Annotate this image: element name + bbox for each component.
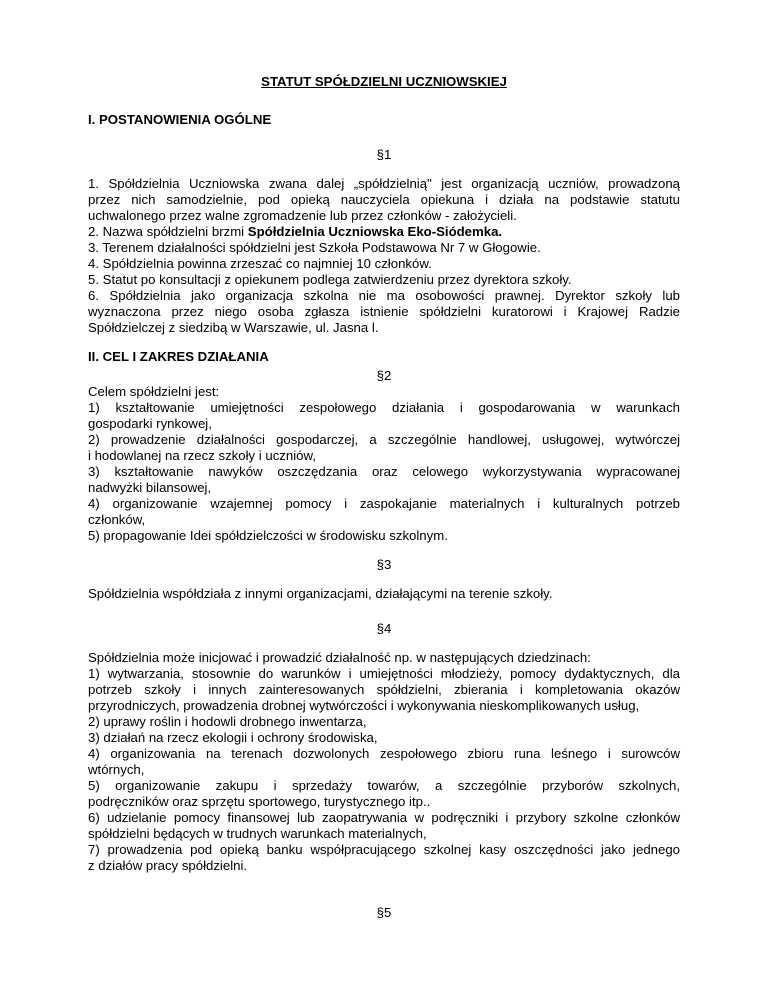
section1-line: 3. Terenem działalności spółdzielni jest Szkoła Podstawowa Nr 7 w Głogowie. — [88, 240, 541, 255]
section4-line: 1) wytwarzania, stosownie do warunków i umiejętności młodzieży, pomocy dydaktycznych, dla — [88, 666, 680, 681]
section3-body — [88, 586, 680, 602]
section2-line: 3) kształtowanie nawyków oszczędzania oraz celowego wykorzystywania wypracowanej — [88, 464, 680, 479]
section4-line: 4) organizowania na terenach dozwolonych zespołowego zbioru runa leśnego i surowców — [88, 746, 680, 761]
section1-line: 1. Spółdzielnia Uczniowska zwana dalej „spółdzielnią" jest organizacją uczniów, prowadzoną — [88, 176, 680, 191]
section2-line: 1) kształtowanie umiejętności zespołowego działania i gospodarowania w warunkach — [88, 400, 680, 415]
section2-body — [88, 384, 680, 544]
section1-line-name — [88, 224, 680, 240]
section2-line: gospodarki rynkowej, — [88, 416, 212, 431]
section1-line: wyznaczona przez niego osoba zgłasza istnienie spółdzielni kuratorowi i Krajowej Radzie — [88, 304, 680, 319]
section2-line: członków, — [88, 512, 146, 527]
section4-line: z działów pracy spółdzielni. — [88, 858, 248, 873]
section1-line: 6. Spółdzielnia jako organizacja szkolna nie ma osobowości prawnej. Dyrektor szkoły lub — [88, 288, 680, 303]
section4-line: 5) organizowanie zakupu i sprzedaży towarów, a szczególnie przyborów szkolnych, — [88, 778, 680, 793]
section4-line: 3) działań na rzecz ekologii i ochrony środowiska, — [88, 730, 378, 745]
section1-line: przez nich samodzielnie, pod opieką nauczyciela opiekuna i działa na podstawie statutu — [88, 192, 680, 207]
section4-line: Spółdzielnia może inicjować i prowadzić działalność np. w następujących dziedzinach: — [88, 650, 591, 665]
section4-line: podręczników oraz sprzętu sportowego, turystycznego itp.. — [88, 794, 431, 809]
section4-line: wtórnych, — [88, 762, 145, 777]
paragraph-mark-4: §4 — [376, 621, 392, 636]
section3-line: Spółdzielnia współdziała z innymi organizacjami, działającymi na terenie szkoły. — [88, 586, 553, 601]
section2-line: i hodowlanej na rzecz szkoły i uczniów, — [88, 448, 316, 463]
section2-line: Celem spółdzielni jest: — [88, 384, 220, 399]
section2-line: 2) prowadzenie działalności gospodarczej, a szczególnie handlowej, usługowej, wytwórczej — [88, 432, 680, 447]
paragraph-mark-1: §1 — [376, 147, 392, 162]
section4-line: 2) uprawy roślin i hodowli drobnego inwentarza, — [88, 714, 367, 729]
document-title: STATUT SPÓŁDZIELNI UCZNIOWSKIEJ — [261, 74, 507, 89]
paragraph-mark-2: §2 — [376, 368, 392, 383]
section2-line: 5) propagowanie Idei spółdzielczości w środowisku szkolnym. — [88, 528, 448, 543]
section1-line: Spółdzielczej z siedzibą w Warszawie, ul. Jasna l. — [88, 320, 379, 335]
paragraph-mark-3: §3 — [376, 557, 392, 572]
section2-line: nadwyżki bilansowej, — [88, 480, 212, 495]
section4-line: spółdzielni będących w trudnych warunkach materialnych, — [88, 826, 427, 841]
section1-body — [88, 176, 680, 336]
section1-line: uchwalonego przez walne zgromadzenie lub przez członków - założycieli. — [88, 208, 517, 223]
section4-line: 7) prowadzenia pod opieką banku współpracującego szkolnej kasy oszczędności jako jednego — [88, 842, 680, 857]
section-heading-general: I. POSTANOWIENIA OGÓLNE — [88, 112, 272, 127]
section-heading-goals: II. CEL I ZAKRES DZIAŁANIA — [88, 349, 269, 364]
cooperative-name: Spółdzielnia Uczniowska Eko-Siódemka. — [247, 224, 503, 239]
section4-line: 6) udzielanie pomocy finansowej lub zaopatrywania w podręczniki i przybory szkolne członków — [88, 810, 680, 825]
section4-line: przyrodniczych, prowadzenia drobnej wytwórczości i wykonywania nieskomplikowanych usług, — [88, 698, 640, 713]
section1-line: 4. Spółdzielnia powinna zrzeszać co najmniej 10 członków. — [88, 256, 432, 271]
section2-line: 4) organizowanie wzajemnej pomocy i zaspokajanie materialnych i kulturalnych potrzeb — [88, 496, 680, 511]
name-prefix: 2. Nazwa spółdzielni brzmi — [88, 224, 248, 239]
section4-line: potrzeb szkoły i innych zainteresowanych spółdzielni, zbierania i kompletowania okazów — [88, 682, 680, 697]
section1-line: 5. Statut po konsultacji z opiekunem podlega zatwierdzeniu przez dyrektora szkoły. — [88, 272, 572, 287]
section4-body — [88, 650, 680, 874]
paragraph-mark-5: §5 — [376, 905, 392, 920]
